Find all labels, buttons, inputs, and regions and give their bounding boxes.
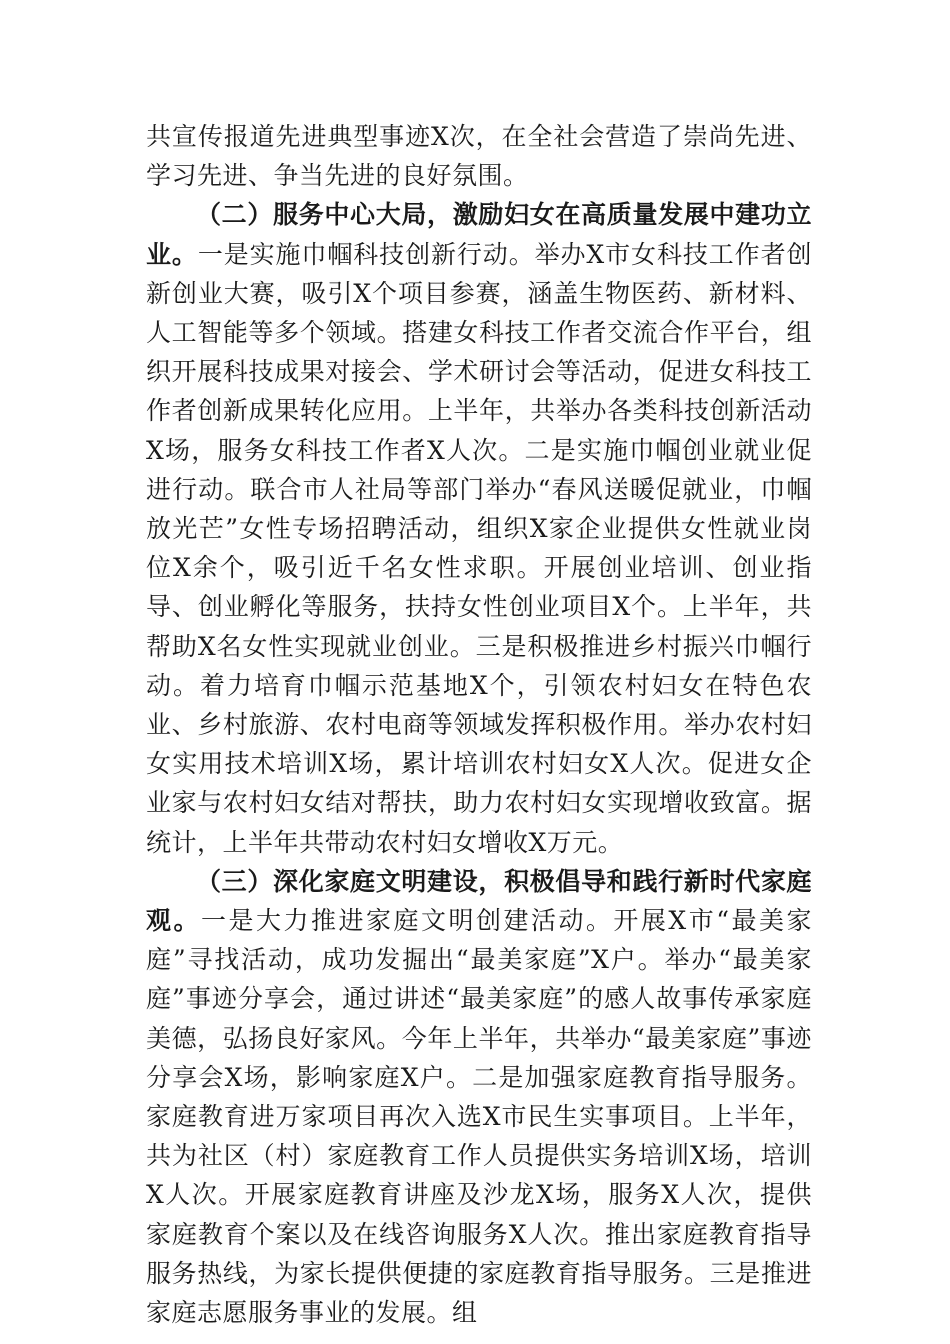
section-heading: （三）深化家庭文明建设，积极倡导和践行新时代家庭观。 <box>146 866 812 936</box>
paragraph-continuation <box>146 117 812 195</box>
paragraph-section-3 <box>146 862 812 1332</box>
paragraph-body: 一是实施巾帼科技创新行动。举办X市女科技工作者创新创业大赛，吸引X个项目参赛，涵盖生物医药、新材料、人工智能等多个领域。搭建女科技工作者交流合作平台，组织开展科技成果对接会、学术研讨会等活动，促进女科技工作者创新成果转化应用。上半年，共举办各类科技创新活动X场，服务女科技工作者X人次。二是实施巾帼创业就业促进行动。联合市人社局等部门举办“春风送暖促就业，巾帼放光芒”女性专场招聘活动，组织X家企业提供女性就业岗位X余个，吸引近千名女性求职。开展创业培训、创业指导、创业孵化等服务，扶持女性创业项目X个。上半年，共帮助X名女性实现就业创业。三是积极推进乡村振兴巾帼行动。着力培育巾帼示范基地X个，引领农村妇女在特色农业、乡村旅游、农村电商等领域发挥积极作用。举办农村妇女实用技术培训X场，累计培训农村妇女X人次。促进女企业家与农村妇女结对帮扶，助力农村妇女实现增收致富。据统计，上半年共带动农村妇女增收X万元。 <box>146 239 812 857</box>
paragraph-section-2 <box>146 195 812 861</box>
paragraph-body: 共宣传报道先进典型事迹X次，在全社会营造了崇尚先进、学习先进、争当先进的良好氛围。 <box>146 122 812 191</box>
section-heading: （二）服务中心大局，激励妇女在高质量发展中建功立业。 <box>146 200 812 269</box>
document-body <box>146 117 812 1332</box>
paragraph-body: 一是大力推进家庭文明创建活动。开展X市“最美家庭”寻找活动，成功发掘出“最美家庭”X户。举办“最美家庭”事迹分享会，通过讲述“最美家庭”的感人故事传承家庭美德，弘扬良好家风。今年上半年，共举办“最美家庭”事迹分享会X场，影响家庭X户。二是加强家庭教育指导服务。家庭教育进万家项目再次入选X市民生实事项目。上半年，共为社区（村）家庭教育工作人员提供实务培训X场，培训X人次。开展家庭教育讲座及沙龙X场，服务X人次，提供家庭教育个案以及在线咨询服务X人次。推出家庭教育指导服务热线，为家长提供便捷的家庭教育指导服务。三是推进家庭志愿服务事业的发展。组 <box>146 906 812 1328</box>
